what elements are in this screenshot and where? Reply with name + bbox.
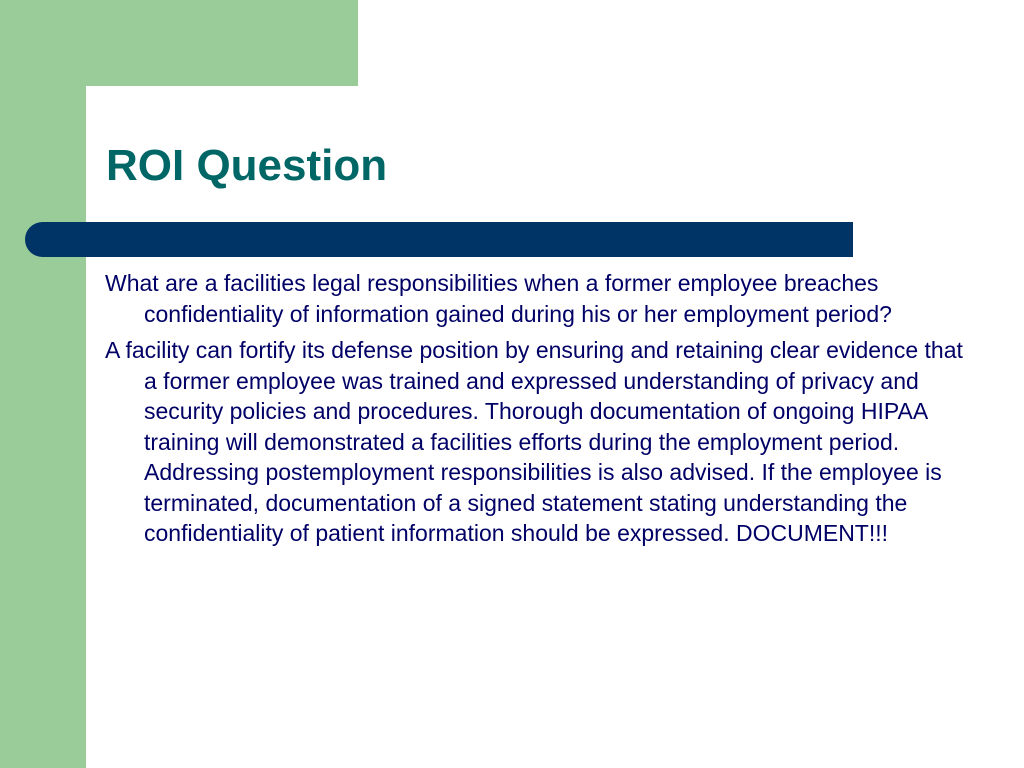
- green-top-band: [0, 0, 358, 86]
- slide-title: ROI Question: [106, 141, 388, 190]
- paragraph-answer: A facility can fortify its defense position by ensuring and retaining clear evidence that a former employee was trained and expressed understanding of privacy and security policies and procedures. Thorough documentation of ongoing HIPAA training will demonstrated a facilities efforts during the employment period. Addressing postemployment responsibilities is also advised. If the employee is terminated, documentation of a signed statement stating understanding the confidentiality of patient information should be expressed. DOCUMENT!!!: [105, 337, 963, 546]
- green-side-band: [0, 0, 86, 768]
- slide-body: [105, 268, 965, 555]
- title-divider-bar: [25, 222, 853, 257]
- paragraph-question: What are a facilities legal responsibilities when a former employee breaches confidentiality of information gained during his or her employment period?: [105, 270, 892, 327]
